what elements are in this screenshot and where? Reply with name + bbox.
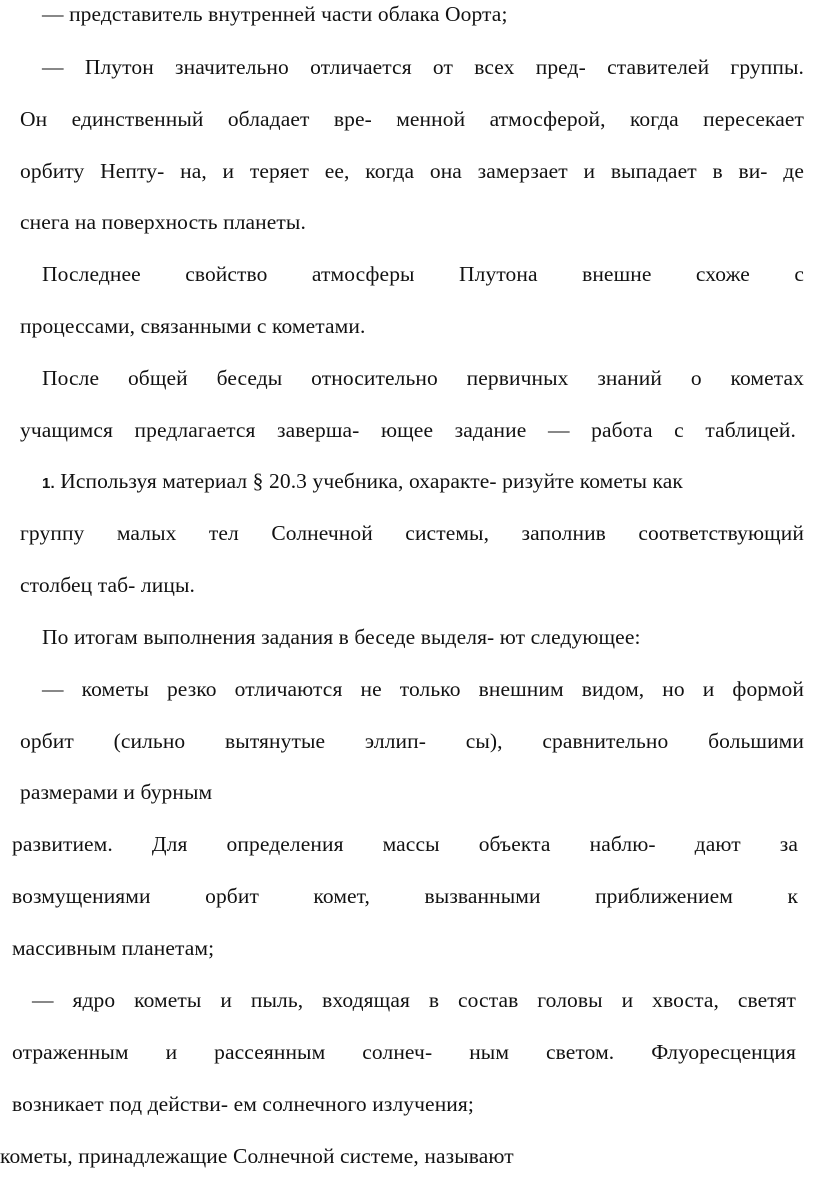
text-line-21: отраженным и рассеянным солнеч- ным светом. Флуоресценция — [12, 1040, 796, 1064]
text-line-16: размерами и бурным — [20, 780, 213, 804]
text-line-15: орбит (сильно вытянутые эллип- сы), сравнительно большими — [20, 729, 804, 753]
text-line-14: — кометы резко отличаются не только внешним видом, но и формой — [42, 677, 804, 701]
text-line-9: учащимся предлагается заверша- ющее задание — работа с таблицей. — [20, 418, 796, 442]
text-line-12: столбец таб- лицы. — [20, 573, 195, 597]
text-line-3: Он единственный обладает вре- менной атмосферой, когда пересекает — [20, 107, 804, 131]
text-line-7: процессами, связанными с кометами. — [20, 314, 366, 338]
text-line-19: массивным планетам; — [12, 936, 215, 960]
list-item-text: Используя материал § 20.3 учебника, охаракте- ризуйте кометы как — [60, 469, 683, 493]
list-item-line-1 — [42, 467, 683, 498]
text-line-4: орбиту Непту- на, и теряет ее, когда она замерзает и выпадает в ви- де — [20, 159, 804, 183]
text-line-2: — Плутон значительно отличается от всех пред- ставителей группы. — [42, 55, 804, 79]
text-line-17: развитием. Для определения массы объекта наблю- дают за — [12, 832, 798, 856]
text-line-20: — ядро кометы и пыль, входящая в состав головы и хвоста, светят — [32, 988, 796, 1012]
text-line-22: возникает под действи- ем солнечного излучения; — [12, 1092, 474, 1116]
text-line-18: возмущениями орбит комет, вызванными приближением к — [12, 884, 798, 908]
text-line-1: — представитель внутренней части облака Оорта; — [42, 2, 508, 26]
text-line-6: Последнее свойство атмосферы Плутона внешне схоже с — [42, 262, 804, 286]
list-number: 1. — [42, 475, 55, 492]
text-line-23: кометы, принадлежащие Солнечной системе, называют — [0, 1144, 514, 1168]
text-line-11: группу малых тел Солнечной системы, заполнив соответствующий — [20, 521, 804, 545]
text-line-5: снега на поверхность планеты. — [20, 210, 306, 234]
text-line-13: По итогам выполнения задания в беседе выделя- ют следующее: — [42, 625, 641, 649]
text-line-8: После общей беседы относительно первичных знаний о кометах — [42, 366, 804, 390]
